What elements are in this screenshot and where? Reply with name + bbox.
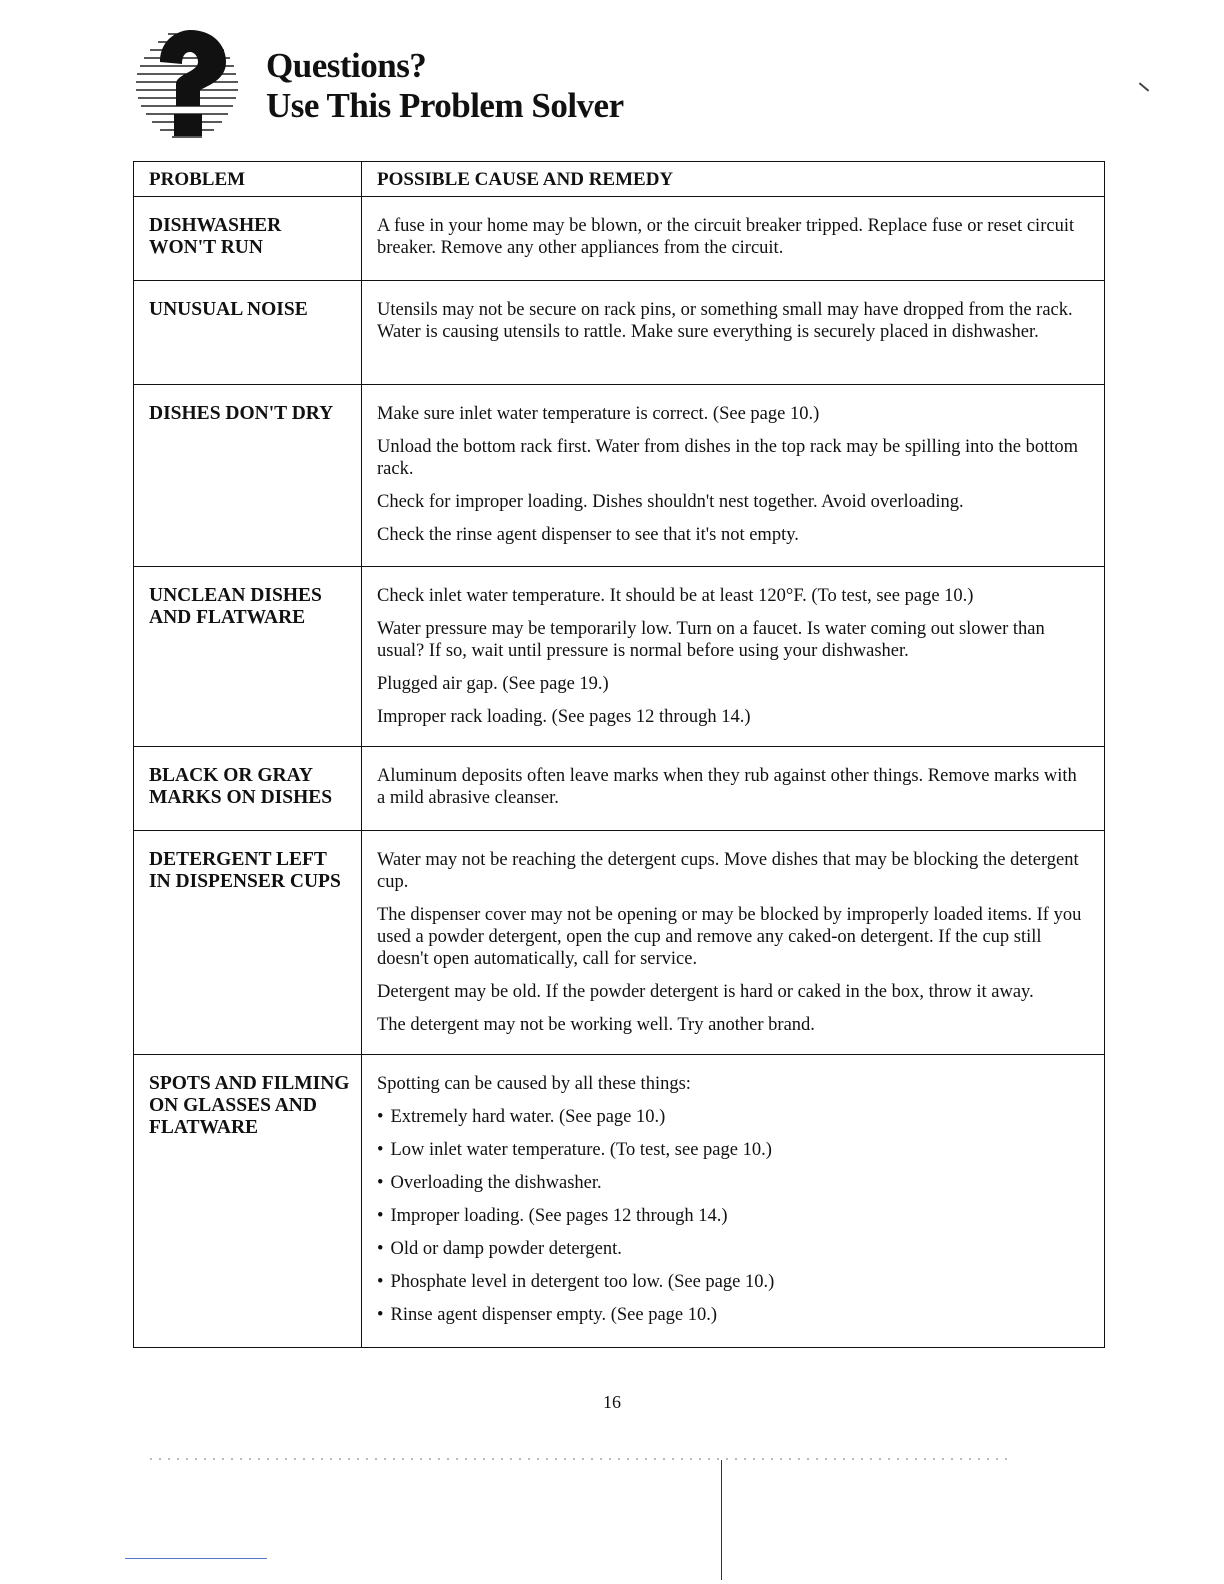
remedy-cell	[362, 567, 1104, 746]
problem-text: SPOTS AND FILMING	[149, 1073, 350, 1094]
remedy-text: Detergent may be old. If the powder detergent is hard or caked in the box, throw it away.	[377, 982, 1034, 1002]
remedy-bullet: • Old or damp powder detergent.	[377, 1238, 1084, 1260]
remedy-cell	[362, 197, 1104, 280]
problem-text: AND FLATWARE	[149, 607, 306, 628]
problem-text: WON'T RUN	[149, 237, 263, 258]
remedy-text: Spotting can be caused by all these things:	[377, 1074, 691, 1094]
page-title	[266, 46, 624, 126]
table-row	[134, 746, 1104, 830]
problem-text: UNCLEAN DISHES	[149, 585, 322, 606]
remedy-text: Aluminum deposits often leave marks when they rub against other things. Remove marks with a mild abrasive cleanser.	[377, 766, 1077, 808]
problem-solver-table	[133, 161, 1105, 1348]
remedy-text: Plugged air gap. (See page 19.)	[377, 674, 609, 694]
problem-text: DISHES DON'T DRY	[149, 403, 334, 424]
scan-artifact-dots	[150, 1458, 1010, 1460]
table-row	[134, 566, 1104, 746]
problem-text: BLACK OR GRAY	[149, 765, 313, 786]
title-line-1: Questions?	[266, 46, 427, 85]
remedy-text: Check inlet water temperature. It should be at least 120°F. (To test, see page 10.)	[377, 586, 974, 606]
problem-cell	[134, 385, 362, 566]
remedy-bullet: • Low inlet water temperature. (To test, see page 10.)	[377, 1139, 1084, 1161]
remedy-text: Utensils may not be secure on rack pins, or something small may have dropped from the rack. Water is causing utensils to rattle. Make sure everything is securely placed in dishwasher.	[377, 300, 1073, 342]
title-line-2: Use This Problem Solver	[266, 86, 624, 125]
question-mark-icon	[132, 28, 242, 140]
remedy-text: Unload the bottom rack first. Water from dishes in the top rack may be spilling into the bottom rack.	[377, 437, 1079, 479]
remedy-text: The dispenser cover may not be opening or may be blocked by improperly loaded items. If you used a powder detergent, open the cup and remove any caked-on detergent. If the cup still doesn't open automatically, call for service.	[377, 905, 1082, 969]
problem-text: FLATWARE	[149, 1117, 259, 1138]
remedy-text: Improper rack loading. (See pages 12 through 14.)	[377, 707, 751, 727]
remedy-cell	[362, 281, 1104, 384]
remedy-cell	[362, 385, 1104, 566]
page-number: 16	[603, 1392, 621, 1412]
table-row	[134, 196, 1104, 280]
stray-mark	[1139, 82, 1149, 91]
remedy-text: Water pressure may be temporarily low. Turn on a faucet. Is water coming out slower than usual? If so, wait until pressure is normal before using your dishwasher.	[377, 619, 1045, 661]
column-header-remedy: POSSIBLE CAUSE AND REMEDY	[377, 169, 674, 190]
remedy-bullet: • Overloading the dishwasher.	[377, 1172, 1084, 1194]
page-header	[132, 28, 832, 148]
remedy-text: Make sure inlet water temperature is correct. (See page 10.)	[377, 404, 820, 424]
remedy-text: Check the rinse agent dispenser to see that it's not empty.	[377, 525, 799, 545]
remedy-text: Check for improper loading. Dishes shouldn't nest together. Avoid overloading.	[377, 492, 964, 512]
table-row	[134, 384, 1104, 566]
table-row	[134, 1054, 1104, 1347]
problem-cell	[134, 747, 362, 830]
remedy-cell	[362, 831, 1104, 1054]
remedy-bullet: • Phosphate level in detergent too low. (See page 10.)	[377, 1271, 1084, 1293]
problem-text: DETERGENT LEFT	[149, 849, 327, 870]
problem-text: UNUSUAL NOISE	[149, 299, 308, 320]
problem-text: MARKS ON DISHES	[149, 787, 333, 808]
problem-cell	[134, 831, 362, 1054]
scan-artifact-line	[721, 1460, 722, 1580]
remedy-bullet: • Extremely hard water. (See page 10.)	[377, 1106, 1084, 1128]
problem-cell	[134, 1055, 362, 1347]
column-header-problem: PROBLEM	[134, 162, 362, 196]
table-header-row	[134, 162, 1104, 196]
table-row	[134, 830, 1104, 1054]
problem-cell	[134, 281, 362, 384]
problem-cell	[134, 197, 362, 280]
remedy-text: The detergent may not be working well. Try another brand.	[377, 1015, 815, 1035]
problem-text: ON GLASSES AND	[149, 1095, 317, 1116]
remedy-text: A fuse in your home may be blown, or the circuit breaker tripped. Replace fuse or reset circuit breaker. Remove any other appliances from the circuit.	[377, 216, 1075, 258]
problem-text: IN DISPENSER CUPS	[149, 871, 341, 892]
problem-text: DISHWASHER	[149, 215, 282, 236]
problem-cell	[134, 567, 362, 746]
remedy-cell	[362, 747, 1104, 830]
remedy-cell	[362, 1055, 1104, 1347]
scan-artifact-blue-line	[125, 1558, 267, 1559]
table-row	[134, 280, 1104, 384]
remedy-text: Water may not be reaching the detergent cups. Move dishes that may be blocking the detergent cup.	[377, 850, 1079, 892]
remedy-bullet: • Rinse agent dispenser empty. (See page 10.)	[377, 1304, 1084, 1326]
remedy-bullet: • Improper loading. (See pages 12 through 14.)	[377, 1205, 1084, 1227]
